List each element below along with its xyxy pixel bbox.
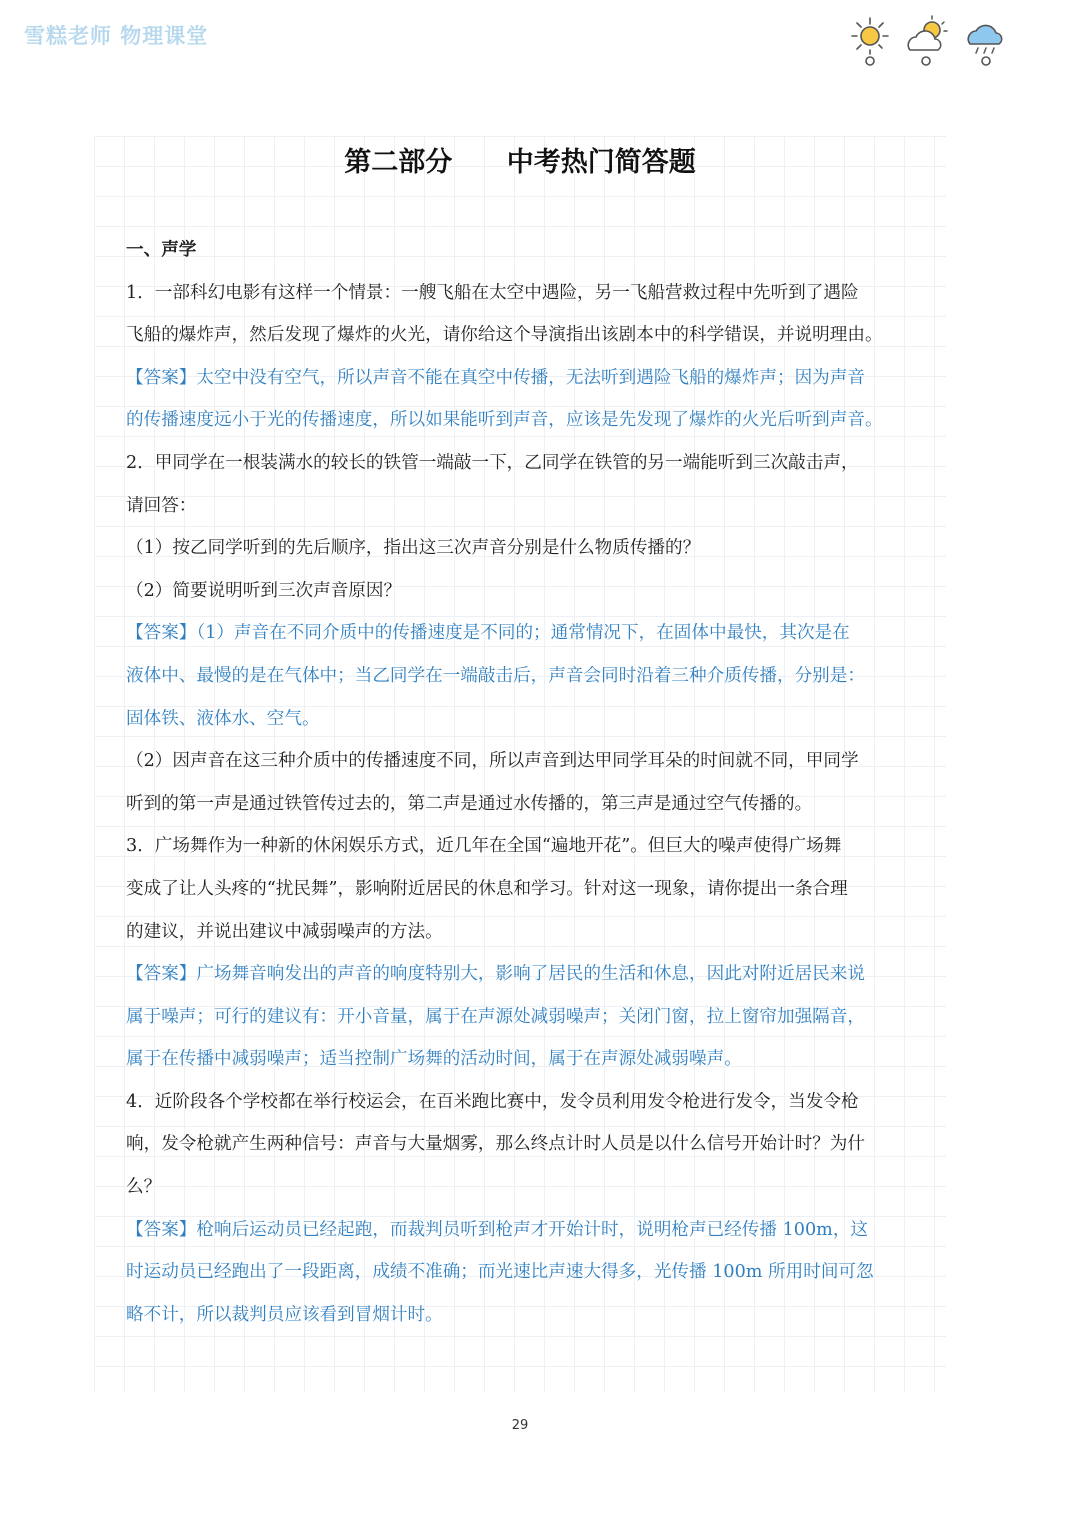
question-line: 飞船的爆炸声，然后发现了爆炸的火光，请你给这个导演指出该剧本中的科学错误，并说明理由。 xyxy=(126,325,883,346)
weather-icons xyxy=(846,14,1016,70)
answer-line: 【答案】太空中没有空气，所以声音不能在真空中传播，无法听到遇险飞船的爆炸声；因为声音 xyxy=(126,367,865,388)
sun-icon xyxy=(846,14,894,68)
question-line: （2）简要说明听到三次声音原因？ xyxy=(126,580,402,601)
question-line: 4．近阶段各个学校都在举行校运会，在百米跑比赛中，发令员利用发令枪进行发令，当发令枪 xyxy=(126,1091,859,1112)
question-line: 变成了让人头疼的“扰民舞”，影响附近居民的休息和学习。针对这一现象，请你提出一条合理 xyxy=(126,878,848,899)
answer-line: 时运动员已经跑出了一段距离，成绩不准确；而光速比声速大得多，光传播 100m 所用时间可忽 xyxy=(126,1262,874,1283)
answer-line: 固体铁、液体水、空气。 xyxy=(126,708,320,729)
brand-title: 雪糕老师 物理课堂 xyxy=(24,24,209,48)
question-line: 2．甲同学在一根装满水的较长的铁管一端敲一下，乙同学在铁管的另一端能听到三次敲击声， xyxy=(126,452,859,473)
page-number: 29 xyxy=(511,1418,529,1433)
page-title: 第二部分 中考热门简答题 xyxy=(344,147,696,178)
answer-line: 的传播速度远小于光的传播速度，所以如果能听到声音，应该是先发现了爆炸的火光后听到声音。 xyxy=(126,410,883,431)
answer-line: 属于在传播中减弱噪声；适当控制广场舞的活动时间，属于在声源处减弱噪声。 xyxy=(126,1049,742,1070)
question-line: 么？ xyxy=(126,1177,162,1198)
question-line: 请回答： xyxy=(126,495,197,516)
answer-line: 略不计，所以裁判员应该看到冒烟计时。 xyxy=(126,1304,443,1325)
question-line: 3．广场舞作为一种新的休闲娱乐方式，近几年在全国“遍地开花”。但巨大的噪声使得广场舞 xyxy=(126,836,842,857)
answer-line: 液体中、最慢的是在气体中；当乙同学在一端敲击后，声音会同时沿着三种介质传播，分别是： xyxy=(126,665,865,686)
rain-cloud-icon xyxy=(962,14,1014,68)
document-body xyxy=(126,229,918,1336)
answer-line: 【答案】枪响后运动员已经起跑，而裁判员听到枪声才开始计时，说明枪声已经传播 100m，这 xyxy=(126,1219,869,1240)
question-line: 1．一部科幻电影有这样一个情景：一艘飞船在太空中遇险，另一飞船营救过程中先听到了遇险 xyxy=(126,282,859,303)
section-heading: 一、声学 xyxy=(126,239,197,260)
partly-cloudy-icon xyxy=(902,14,954,68)
answer-line: 属于噪声；可行的建议有：开小音量，属于在声源处减弱噪声；关闭门窗，拉上窗帘加强隔音， xyxy=(126,1006,865,1027)
answer-line: 【答案】广场舞音响发出的声音的响度特别大，影响了居民的生活和休息，因此对附近居民来说 xyxy=(126,964,865,985)
question-line: 响，发令枪就产生两种信号：声音与大量烟雾，那么终点计时人员是以什么信号开始计时？为什 xyxy=(126,1134,865,1155)
question-line: （2）因声音在这三种介质中的传播速度不同，所以声音到达甲同学耳朵的时间就不同，甲同学 xyxy=(126,751,859,772)
question-line: （1）按乙同学听到的先后顺序，指出这三次声音分别是什么物质传播的？ xyxy=(126,538,701,559)
answer-line: 【答案】（1）声音在不同介质中的传播速度是不同的；通常情况下，在固体中最快，其次是在 xyxy=(126,623,850,644)
question-line: 的建议，并说出建议中减弱噪声的方法。 xyxy=(126,921,443,942)
question-line: 听到的第一声是通过铁管传过去的，第二声是通过水传播的，第三声是通过空气传播的。 xyxy=(126,793,813,814)
text-lines xyxy=(126,272,918,1337)
